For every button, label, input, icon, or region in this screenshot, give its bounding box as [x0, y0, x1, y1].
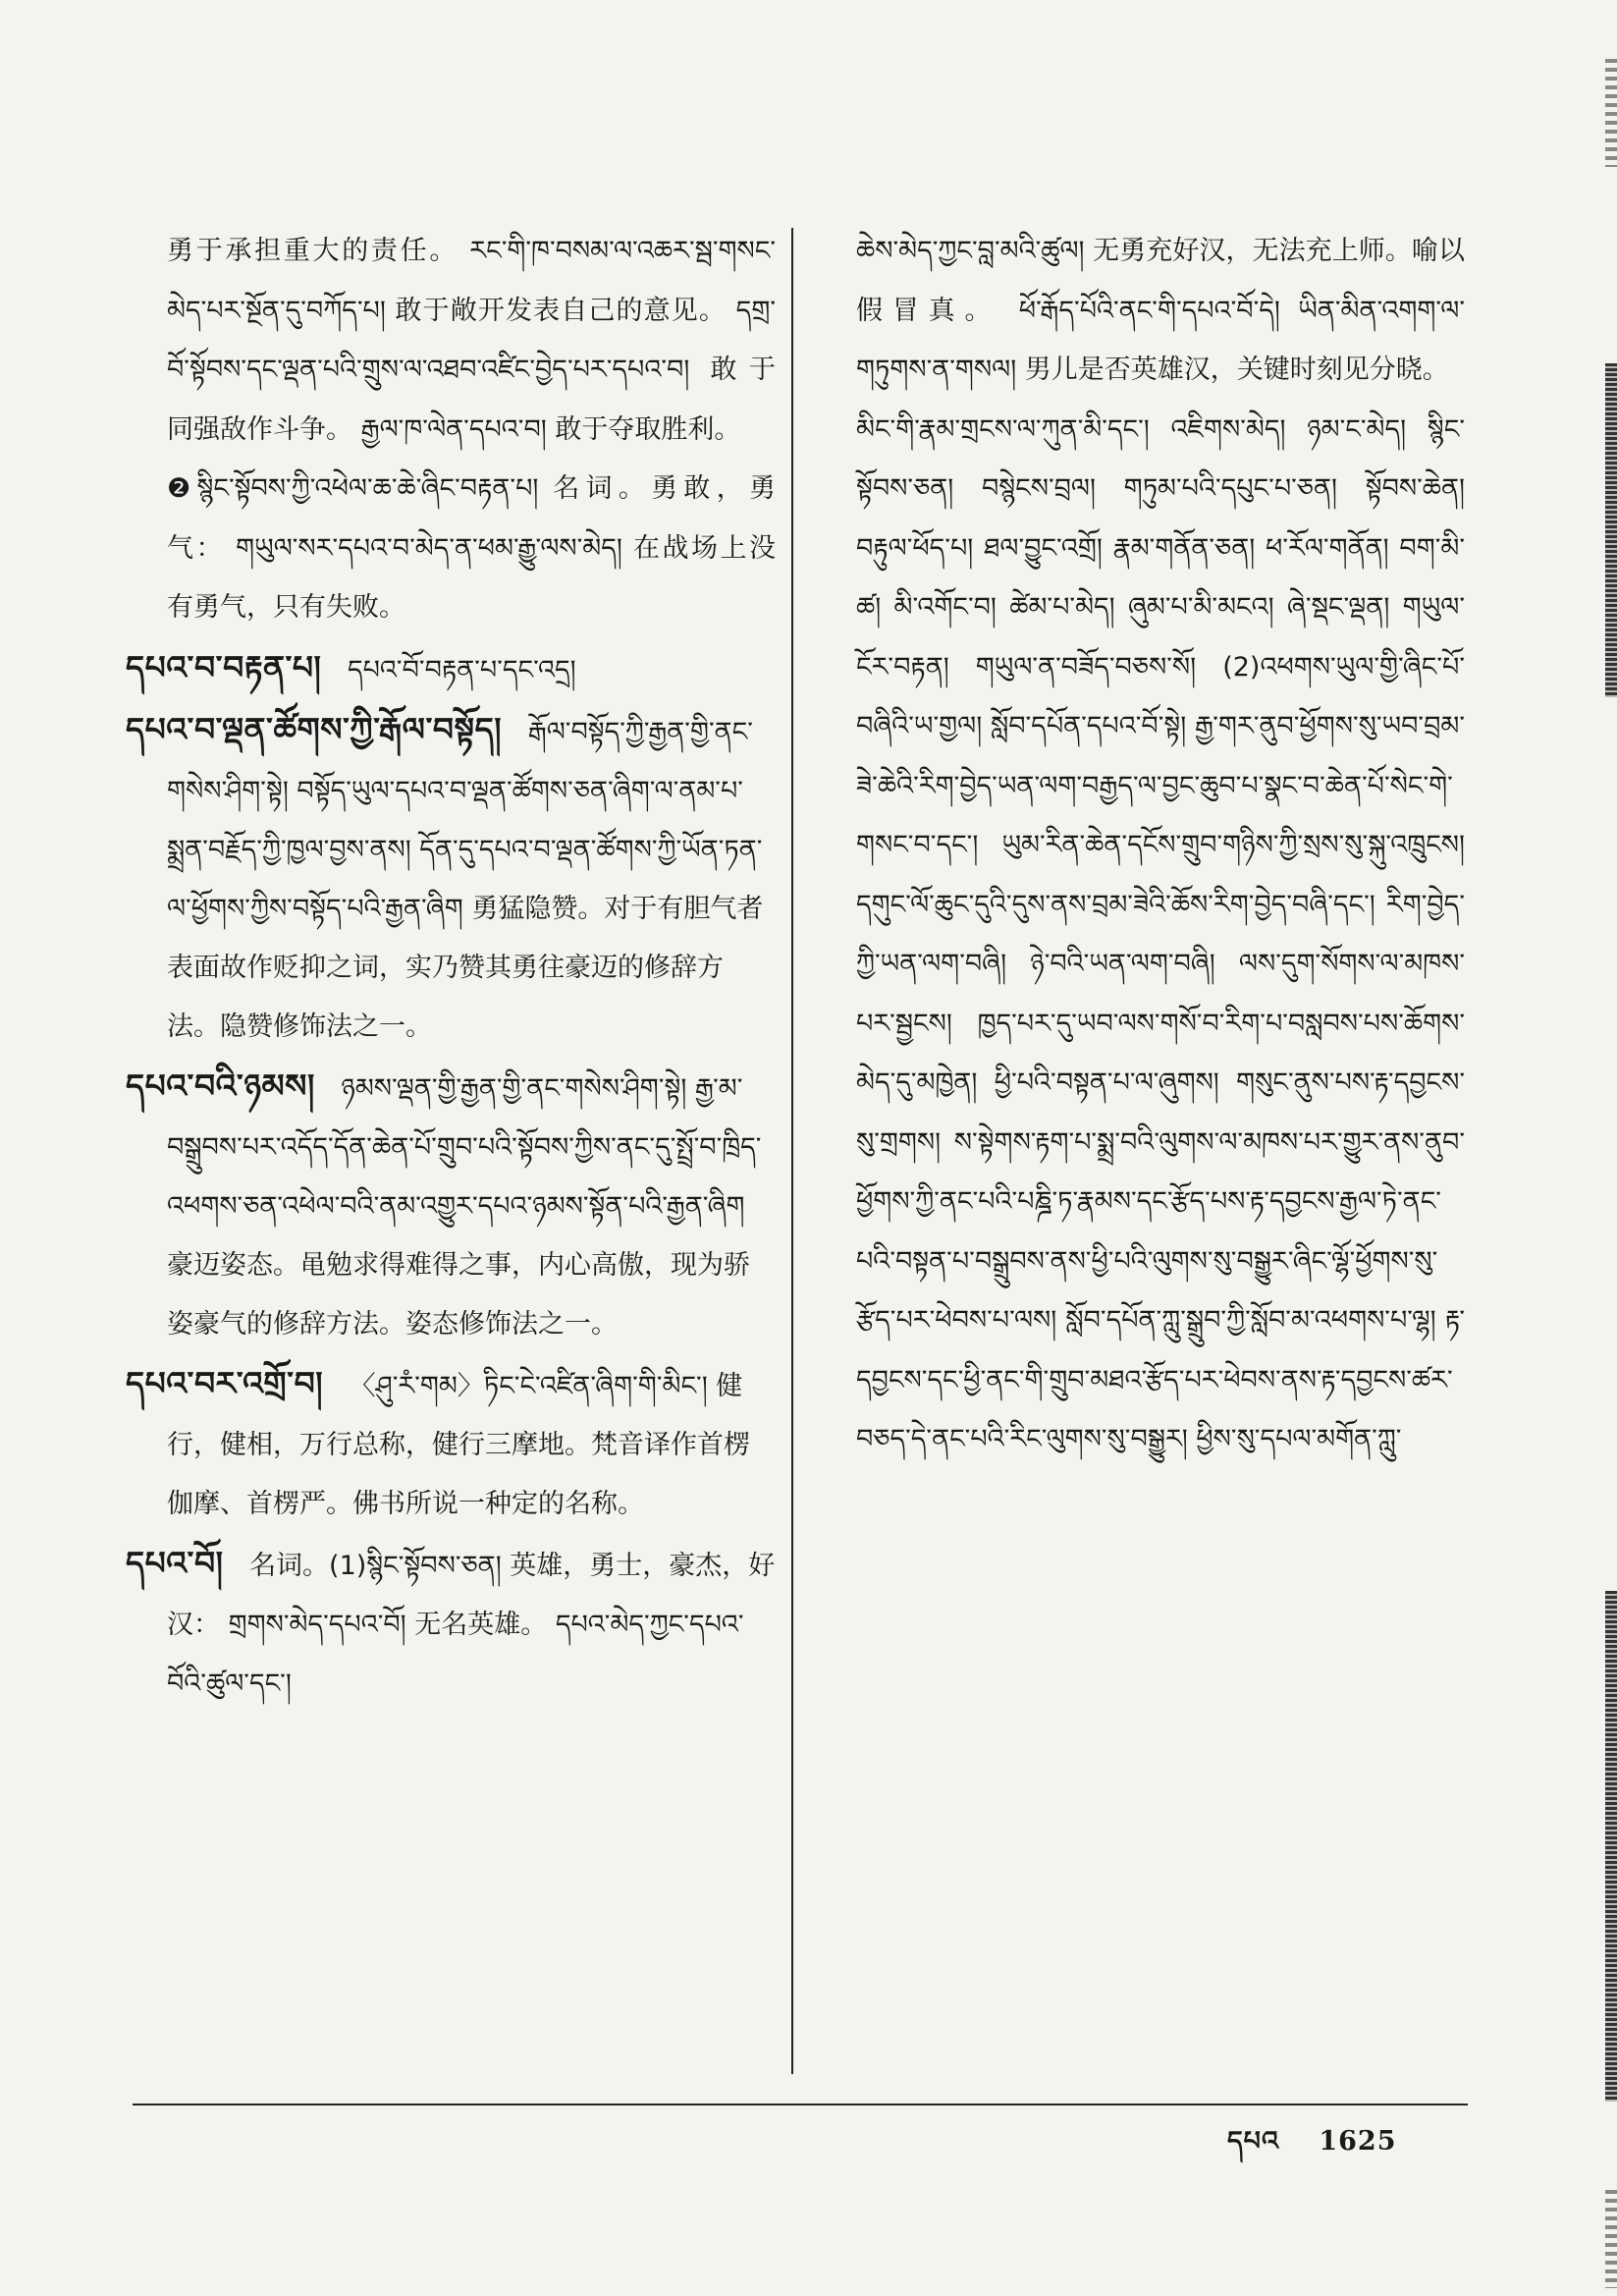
entry-body: རྒོལ་བསྟོད་ཀྱི་རྒྱན་གྱི་ནང་གསེས་ཤིག་སྟེ། བསྟོད་ཡུལ་དཔའ་བ་ལྡན་ཚོགས་ཅན་ཞིག་ལ་ནམ་པ་སྨྲན་བརྗོད་ཀྱི་ཁྱལ་བྱས་ནས། དོན་དུ་དཔའ་བ་ལྡན་ཚོགས་ཀྱི་ཡོན་ཏན་ལ་ཕྱོགས་ཀྱིས་བསྟོད་པའི་རྒྱན་ཞིག 勇猛隐赞。对于有胆气者表面故作贬抑之词，实乃赞其勇往豪迈的修辞方法。隐赞修饰法之一。	[167, 716, 764, 1042]
entry-headword: དཔའ་བ་ལྡན་ཚོགས་ཀྱི་རྒོལ་བསྟོད།	[126, 709, 503, 748]
entry-dpa-ba-ldan-tshogs	[126, 700, 776, 1057]
right-column	[856, 222, 1465, 1470]
left-paragraph-1: 勇于承担重大的责任。 རང་གི་ཁ་བསམ་ལ་འཆར་སྦ་གསང་མེད་པར་སྔོན་དུ་བཀོད་པ། 敢于敞开发表自己的意见。 དགྲ་བོ་སྟོབས་དང་ལྡན་པའི་གྲུས་ལ་འཐབ་འཛིང་བྱེད་པར་དཔའ་བ། 敢于同强敌作斗争。 རྒྱལ་ཁ་ལེན་དཔའ་བ། 敢于夺取胜利。	[167, 236, 776, 445]
scan-edge-mark	[1605, 363, 1617, 697]
entry-body: 名词。(1)སྙིང་སྟོབས་ཅན། 英雄，勇士，豪杰，好汉： གྲགས་མེད་དཔའ་བོ། 无名英雄。 དཔའ་མེད་ཀྱང་དཔའ་བོའི་ཚུལ་དང་།	[167, 1550, 776, 1699]
scan-edge-mark	[1605, 2190, 1617, 2288]
footer-rule	[133, 2104, 1468, 2105]
entry-dpa-bai-nyams	[126, 1057, 776, 1354]
right-paragraph-2: མིང་གི་རྣམ་གྲངས་ལ་ཀུན་མི་དང་། འཇིགས་མེད། ཉམ་ང་མེད། སྙིང་སྟོབས་ཅན། བསྙེངས་བྲལ། གཏུམ་པའི་དཔུང་པ་ཅན། སྟོབས་ཆེན། བརྟུལ་ཕོད་པ། ཐལ་བྱུང་འགྲོ། རྣམ་གནོན་ཅན། ཕ་རོལ་གནོན། བག་མི་ཚ། མི་འགོང་བ། ཚེམ་པ་མེད། ཞུམ་པ་མི་མངའ། ཞེ་སྡང་ལྡན། གཡུལ་ངོར་བརྟན། གཡུལ་ན་བཟོད་བཅས་སོ། (2)འཕགས་ཡུལ་གྱི་ཞིང་པོ་བཞིའི་ཡ་གྱལ། སློབ་དཔོན་དཔའ་བོ་སྟེ། རྒྱ་གར་ནུབ་ཕྱོགས་སུ་ཡབ་བྲམ་ཟེ་ཆེའི་རིག་བྱེད་ཡན་ལག་བརྒྱད་ལ་བྱང་ཆུབ་པ་སྣང་བ་ཆེན་པོ་སེང་གེ་གསང་བ་དང་། ཡུམ་རིན་ཆེན་དངོས་གྲུབ་གཉིས་ཀྱི་སྲས་སུ་སྐུ་འཁྲུངས། དགུང་ལོ་ཆུང་དུའི་དུས་ནས་བྲམ་ཟེའི་ཆོས་རིག་བྱེད་བཞི་དང་། རིག་བྱེད་ཀྱི་ཡན་ལག་བཞི། ཉེ་བའི་ཡན་ལག་བཞི། ལས་དུག་སོགས་ལ་མཁས་པར་སྦྱངས། ཁྱད་པར་དུ་ཡབ་ལས་གསོ་བ་རིག་པ་བསླབས་པས་ཆོགས་མེད་དུ་མཁྱེན། ཕྱི་པའི་བསྟན་པ་ལ་ཞུགས། གསུང་ནུས་པས་རྟ་དབྱངས་སུ་གྲགས། ས་སྟེགས་རྟག་པ་སྨྲ་བའི་ལུགས་ལ་མཁས་པར་གྱུར་ནས་ནུབ་ཕྱོགས་ཀྱི་ནང་པའི་པཎྜི་ཏ་རྣམས་དང་རྩོད་པས་རྟ་དབྱངས་རྒྱལ་ཏེ་ནང་པའི་བསྟན་པ་བསྒྲུབས་ནས་ཕྱི་པའི་ལུགས་སུ་བསྒྱུར་ཞིང་ལྷོ་ཕྱོགས་སུ་རྩོད་པར་ཕེབས་པ་ལས། སློབ་དཔོན་ཀླུ་སྒྲུབ་ཀྱི་སློབ་མ་འཕགས་པ་ལྷ། རྟ་དབྱངས་དང་ཕྱི་ནང་གི་གྲུབ་མཐའ་རྩོད་པར་ཕེབས་ནས་རྟ་དབྱངས་ཚར་བཅད་དེ་ནང་པའི་རིང་ལུགས་སུ་བསྒྱུར། ཕྱིས་སུ་དཔལ་མགོན་ཀླུ་	[856, 413, 1465, 1454]
entry-body: དཔའ་བོ་བརྟན་པ་དང་འདྲ།	[347, 654, 576, 685]
page-number: 1625	[1319, 2126, 1397, 2157]
column-divider	[791, 228, 793, 2074]
entry-body: 〈ཤུ་རཾ་གམ〉ཏིང་ངེ་འཛིན་ཞིག་གི་མིང་། 健行，健相，万行总称，健行三摩地。梵音译作首楞伽摩、首楞严。佛书所说一种定的名称。	[167, 1370, 750, 1519]
left-paragraph-2: ❷སྙིང་སྟོབས་ཀྱི་འཕེལ་ཆ་ཆེ་ཞིང་བརྟན་པ། 名词。勇敢，勇气： གཡུལ་སར་དཔའ་བ་མེད་ན་ཕམ་རྒྱུ་ལས་མེད། 在战场上没有勇气，只有失败。	[167, 473, 776, 623]
entry-headword: དཔའ་བ་བརྟན་པ།	[126, 647, 322, 686]
page-footer	[1227, 2111, 1427, 2186]
entry-dpa-bo	[126, 1534, 776, 1714]
scan-edge-mark	[1605, 1591, 1617, 2102]
scan-edge-mark	[1605, 59, 1617, 167]
entry-headword: དཔའ་བོ།	[126, 1543, 224, 1582]
entry-dpa-ba-brtan-pa	[126, 638, 776, 700]
entry-headword: དཔའ་བར་འགྲོ་བ།	[126, 1363, 324, 1402]
right-paragraph-1: ཆེས་མེད་ཀྱང་བླ་མའི་ཚུལ། 无勇充好汉，无法充上师。喻以假冒真。 ཕོ་རྒོད་པོའི་ནང་གི་དཔའ་བོ་དེ། ཡིན་མིན་འགག་ལ་གཏུགས་ན་གསལ། 男儿是否英雄汉，关键时刻见分晓。	[856, 236, 1465, 385]
entry-dpa-bar-grobo-ba	[126, 1354, 776, 1534]
running-head: དཔའ	[1227, 2126, 1279, 2157]
entry-headword: དཔའ་བའི་ཉམས།	[126, 1066, 315, 1105]
entry-body: ཉམས་ལྡན་གྱི་རྒྱན་གྱི་ནང་གསེས་ཤིག་སྟེ། རྒྱ་མ་བསྒྲུབས་པར་འདོད་དོན་ཆེན་པོ་གྲུབ་པའི་སྟོབས་ཀྱིས་ནང་དུ་སྤྲོ་བ་ཁྲིད་འཕགས་ཅན་འཕེལ་བའི་ནམ་འགྱུར་དཔའ་ཉམས་སྟོན་པའི་རྒྱན་ཞིག 豪迈姿态。黾勉求得难得之事，内心高傲，现为骄姿豪气的修辞方法。姿态修饰法之一。	[167, 1072, 762, 1339]
left-column	[126, 222, 776, 1714]
